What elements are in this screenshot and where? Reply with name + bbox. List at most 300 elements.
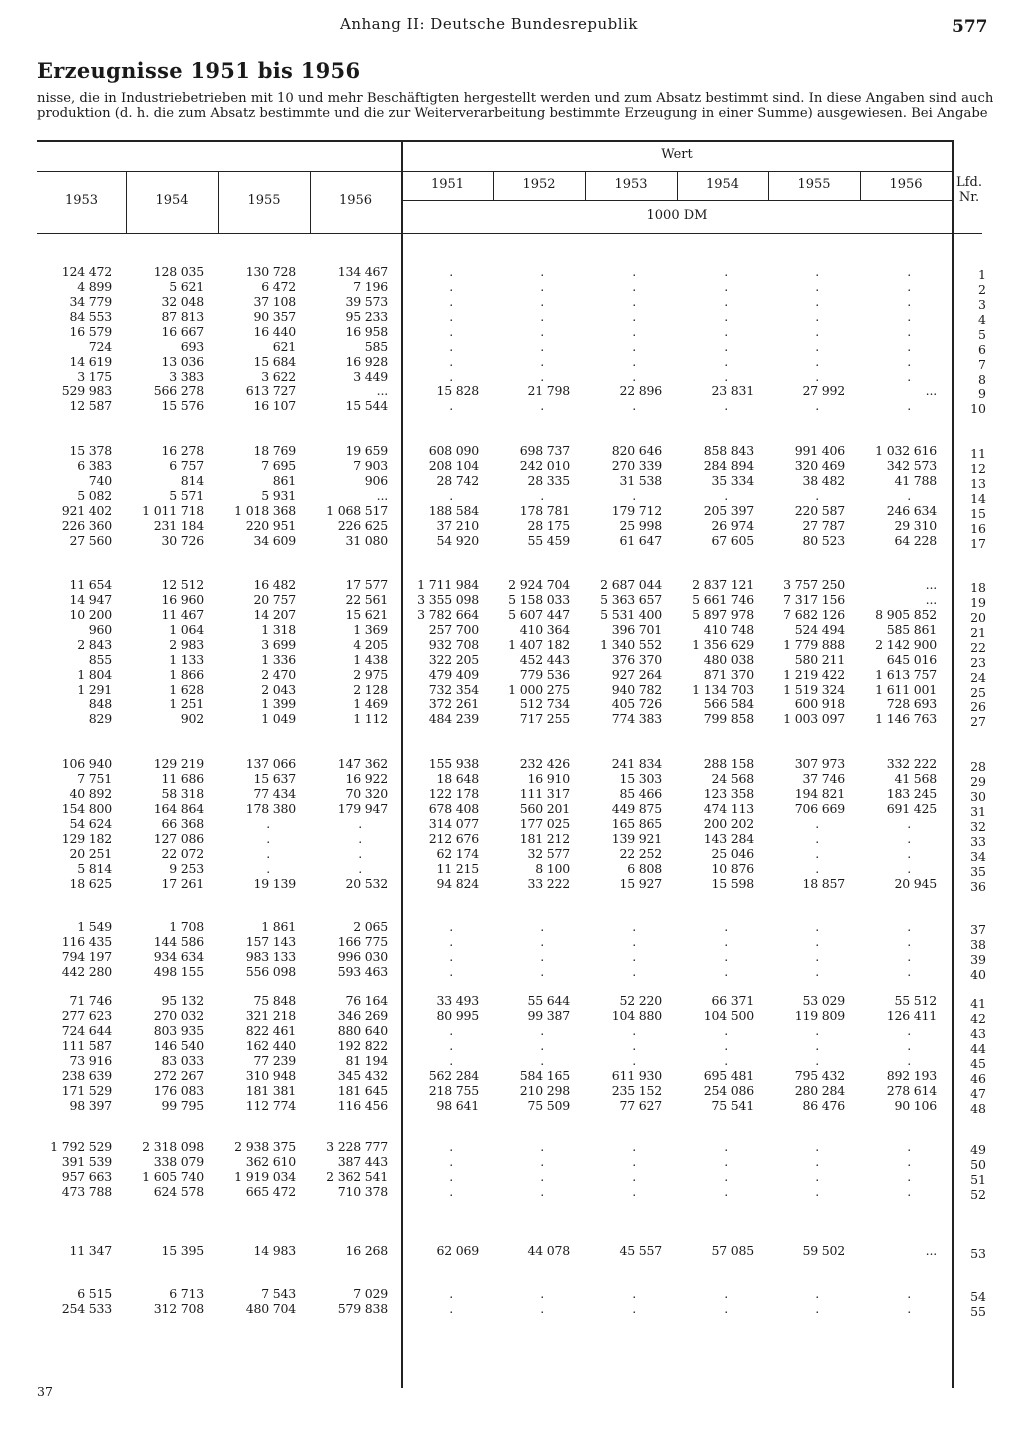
value-cell: 1 779 888 (783, 637, 845, 652)
value-cell: 1 407 182 (508, 637, 570, 652)
quantity-cell: 14 619 (69, 354, 112, 369)
value-cell: 90 106 (894, 1098, 937, 1113)
quantity-cell: 15 395 (161, 1243, 204, 1258)
value-cell: 38 482 (802, 473, 845, 488)
value-cell: . (724, 398, 728, 413)
value-cell: 320 469 (794, 458, 845, 473)
quantity-cell: 134 467 (337, 264, 388, 279)
quantity-cell: 310 948 (245, 1068, 296, 1083)
value-cell: 512 734 (519, 696, 570, 711)
value-cell: 774 383 (611, 711, 662, 726)
value-cell: . (540, 324, 544, 339)
value-cell: 28 742 (436, 473, 479, 488)
quantity-cell: 13 036 (161, 354, 204, 369)
value-cell: 566 584 (703, 696, 754, 711)
quantity-cell: 231 184 (153, 518, 204, 533)
value-cell: . (449, 294, 453, 309)
quantity-cell: 7 903 (353, 458, 388, 473)
value-cell: 396 701 (611, 622, 662, 637)
value-cell: 991 406 (794, 443, 845, 458)
quantity-cell: 621 (272, 339, 296, 354)
quantity-cell: 1 318 (261, 622, 296, 637)
value-cell: 22 252 (619, 846, 662, 861)
value-cell: 55 459 (527, 533, 570, 548)
quantity-cell: 179 947 (337, 801, 388, 816)
row-number: 1 (978, 267, 986, 282)
value-cell: 80 995 (436, 1008, 479, 1023)
value-cell: . (449, 919, 453, 934)
value-cell: . (540, 919, 544, 934)
value-cell: 322 205 (428, 652, 479, 667)
quantity-cell: 6 383 (77, 458, 112, 473)
value-cell: . (907, 934, 911, 949)
value-years-rule (402, 200, 952, 201)
quantity-cell: 95 132 (161, 993, 204, 1008)
quantity-cell: 254 533 (61, 1301, 112, 1316)
value-cell: 288 158 (703, 756, 754, 771)
value-cell: . (449, 324, 453, 339)
value-cell: . (907, 354, 911, 369)
value-cell: . (449, 488, 453, 503)
value-cell: . (724, 1023, 728, 1038)
value-cell: . (815, 816, 819, 831)
value-cell: 200 202 (703, 816, 754, 831)
row-number: 39 (970, 952, 986, 967)
quantity-cell: 529 983 (61, 383, 112, 398)
quantity-cell: 2 043 (261, 682, 296, 697)
value-cell: . (815, 1154, 819, 1169)
quantity-cell: 16 922 (345, 771, 388, 786)
quantity-cell: 17 577 (345, 577, 388, 592)
quantity-cell: 32 048 (161, 294, 204, 309)
quantity-cell: . (358, 861, 362, 876)
lfd-divider (952, 140, 954, 1388)
value-cell: 307 973 (794, 756, 845, 771)
quantity-cell: 75 848 (253, 993, 296, 1008)
value-cell: . (907, 369, 911, 384)
page-title: Erzeugnisse 1951 bis 1956 (37, 58, 361, 83)
quantity-cell: 58 318 (161, 786, 204, 801)
value-cell: . (724, 1301, 728, 1316)
quantity-cell: 5 571 (169, 488, 204, 503)
quantity-cell: 1 866 (169, 667, 204, 682)
quantity-cell: 124 472 (61, 264, 112, 279)
quantity-cell: 1 133 (169, 652, 204, 667)
quantity-cell: 272 267 (153, 1068, 204, 1083)
value-cell: . (724, 1053, 728, 1068)
quantity-cell: 77 239 (253, 1053, 296, 1068)
quantity-cell: 144 586 (153, 934, 204, 949)
quantity-cell: 724 644 (61, 1023, 112, 1038)
value-cell: 799 858 (703, 711, 754, 726)
quantity-cell: 16 579 (69, 324, 112, 339)
value-cell: . (449, 1184, 453, 1199)
value-cell: 449 875 (611, 801, 662, 816)
row-number: 9 (978, 386, 986, 401)
value-cell: . (449, 934, 453, 949)
quantity-cell: 2 975 (353, 667, 388, 682)
value-cell: 53 029 (802, 993, 845, 1008)
quantity-cell: 6 472 (261, 279, 296, 294)
quantity-cell: 593 463 (337, 964, 388, 979)
quantity-cell: 338 079 (153, 1154, 204, 1169)
value-cell: 57 085 (711, 1243, 754, 1258)
value-cell: . (907, 309, 911, 324)
value-cell: . (449, 309, 453, 324)
value-cell: 122 178 (428, 786, 479, 801)
quantity-cell: 11 347 (69, 1243, 112, 1258)
value-cell: 20 945 (894, 876, 937, 891)
quantity-cell: 740 (88, 473, 112, 488)
value-cell: 342 573 (886, 458, 937, 473)
row-number: 30 (970, 789, 986, 804)
value-cell: . (907, 949, 911, 964)
lfd-header: Lfd. Nr. (956, 175, 982, 205)
value-cell: . (907, 1053, 911, 1068)
value-cell: 1 134 703 (692, 682, 754, 697)
value-cell: . (724, 1154, 728, 1169)
row-number: 31 (970, 804, 986, 819)
quantity-cell: 7 751 (77, 771, 112, 786)
quantity-cell: 1 068 517 (326, 503, 388, 518)
quantity-cell: 81 194 (345, 1053, 388, 1068)
row-number: 51 (970, 1172, 986, 1187)
value-cell: . (449, 1169, 453, 1184)
quantity-cell: 1 861 (261, 919, 296, 934)
value-cell: 479 409 (428, 667, 479, 682)
quantity-cell: 3 699 (261, 637, 296, 652)
value-cell: 10 876 (711, 861, 754, 876)
value-cell: 560 201 (519, 801, 570, 816)
value-cell: 29 310 (894, 518, 937, 533)
value-cell: 205 397 (703, 503, 754, 518)
quantity-cell: 362 610 (245, 1154, 296, 1169)
quantity-cell: 39 573 (345, 294, 388, 309)
value-year-header: 1952 (522, 177, 556, 192)
value-cell: . (724, 1184, 728, 1199)
value-cell: 5 158 033 (508, 592, 570, 607)
value-cell: . (449, 949, 453, 964)
value-cell: . (632, 369, 636, 384)
row-number: 2 (978, 282, 986, 297)
value-group-header: Wert (661, 147, 693, 162)
value-cell: . (724, 1169, 728, 1184)
value-cell: . (815, 1301, 819, 1316)
row-number: 23 (970, 655, 986, 670)
value-cell: 5 607 447 (508, 607, 570, 622)
quantity-cell: 556 098 (245, 964, 296, 979)
value-cell: 858 843 (703, 443, 754, 458)
value-cell: . (815, 294, 819, 309)
quantity-cell: 312 708 (153, 1301, 204, 1316)
value-unit-header: 1000 DM (646, 208, 708, 223)
value-cell: 1 519 324 (783, 682, 845, 697)
quantity-cell: 192 822 (337, 1038, 388, 1053)
quantity-cell: 16 928 (345, 354, 388, 369)
quantity-cell: 1 291 (77, 682, 112, 697)
value-cell: 22 896 (619, 383, 662, 398)
value-cell: . (632, 1154, 636, 1169)
quantity-cell: 20 251 (69, 846, 112, 861)
row-number: 16 (970, 521, 986, 536)
value-cell: 706 669 (794, 801, 845, 816)
value-cell: . (724, 279, 728, 294)
value-cell: . (907, 1038, 911, 1053)
quantity-cell: 1 919 034 (234, 1169, 296, 1184)
quantity-cell: 5 621 (169, 279, 204, 294)
quantity-cell: 31 080 (345, 533, 388, 548)
row-number: 47 (970, 1086, 986, 1101)
value-cell: . (907, 1184, 911, 1199)
value-cell: 524 494 (794, 622, 845, 637)
value-cell: . (815, 354, 819, 369)
value-year-header: 1951 (430, 177, 465, 192)
quantity-cell: 1 336 (261, 652, 296, 667)
value-cell: 1 219 422 (783, 667, 845, 682)
quantity-cell: 1 064 (169, 622, 204, 637)
quantity-cell: 855 (88, 652, 112, 667)
value-cell: 2 687 044 (600, 577, 662, 592)
quantity-cell: 345 432 (337, 1068, 388, 1083)
row-number: 33 (970, 834, 986, 849)
value-cell: 178 781 (519, 503, 570, 518)
quantity-cell: 147 362 (337, 756, 388, 771)
value-cell: . (724, 1038, 728, 1053)
value-cell: . (632, 1038, 636, 1053)
value-cell: 25 046 (711, 846, 754, 861)
quantity-cell: 848 (88, 696, 112, 711)
quantity-cell: 387 443 (337, 1154, 388, 1169)
row-number: 36 (970, 879, 986, 894)
value-cell: 37 746 (802, 771, 845, 786)
value-cell: . (907, 264, 911, 279)
value-cell: 452 443 (519, 652, 570, 667)
quantity-cell: 16 958 (345, 324, 388, 339)
value-cell: . (724, 369, 728, 384)
quantity-cell: 480 704 (245, 1301, 296, 1316)
quantity-cell: 83 033 (161, 1053, 204, 1068)
quantity-cell: 822 461 (245, 1023, 296, 1038)
quantity-cell: 1 804 (77, 667, 112, 682)
value-cell: 62 069 (436, 1243, 479, 1258)
quantity-cell: 34 609 (253, 533, 296, 548)
value-cell: . (815, 846, 819, 861)
value-cell: 123 358 (703, 786, 754, 801)
quantity-cell: 18 769 (253, 443, 296, 458)
quantity-cell: 902 (180, 711, 204, 726)
value-cell: . (907, 488, 911, 503)
quantity-cell: 15 621 (345, 607, 388, 622)
quantity-cell: 99 795 (161, 1098, 204, 1113)
quantity-cell: . (266, 816, 270, 831)
value-cell: 314 077 (428, 816, 479, 831)
value-cell: . (907, 279, 911, 294)
quantity-cell: 7 029 (353, 1286, 388, 1301)
value-cell: 143 284 (703, 831, 754, 846)
value-cell: . (724, 339, 728, 354)
quantity-cell: 1 628 (169, 682, 204, 697)
value-cell: . (815, 934, 819, 949)
quantity-cell: 14 983 (253, 1243, 296, 1258)
value-cell: . (907, 846, 911, 861)
quantity-cell: 157 143 (245, 934, 296, 949)
value-cell: . (540, 309, 544, 324)
quantity-cell: 585 (364, 339, 388, 354)
value-cell: 25 998 (619, 518, 662, 533)
value-cell: . (540, 934, 544, 949)
value-cell: 698 737 (519, 443, 570, 458)
value-cell: . (815, 831, 819, 846)
value-cell: . (449, 354, 453, 369)
quantity-cell: 613 727 (245, 383, 296, 398)
value-cell: 41 568 (894, 771, 937, 786)
value-cell: 32 577 (527, 846, 570, 861)
value-cell: 1 000 275 (508, 682, 570, 697)
quantity-cell: 220 951 (245, 518, 296, 533)
value-cell: . (632, 919, 636, 934)
row-number: 21 (970, 625, 986, 640)
quantity-cell: 162 440 (245, 1038, 296, 1053)
row-number: 55 (970, 1304, 986, 1319)
quantity-cell: 1 605 740 (142, 1169, 204, 1184)
row-number: 20 (970, 610, 986, 625)
value-cell: . (815, 309, 819, 324)
value-cell: 6 808 (627, 861, 662, 876)
quantity-cell: 5 931 (261, 488, 296, 503)
value-cell: . (540, 264, 544, 279)
quantity-cell: 579 838 (337, 1301, 388, 1316)
value-cell: 608 090 (428, 443, 479, 458)
value-cell: 212 676 (428, 831, 479, 846)
value-cell: . (449, 1023, 453, 1038)
quantity-cell: ... (376, 488, 388, 503)
value-cell: 15 598 (711, 876, 754, 891)
quantity-cell: 934 634 (153, 949, 204, 964)
quantity-cell: 22 561 (345, 592, 388, 607)
quantity-cell: 498 155 (153, 964, 204, 979)
quantity-cell: 129 182 (61, 831, 112, 846)
row-number: 13 (970, 476, 986, 491)
value-cell: . (632, 1023, 636, 1038)
value-cell: 52 220 (619, 993, 662, 1008)
value-cell: . (907, 294, 911, 309)
value-cell: . (815, 324, 819, 339)
quantity-cell: 3 449 (353, 369, 388, 384)
quantity-cell: 16 960 (161, 592, 204, 607)
value-cell: 562 284 (428, 1068, 479, 1083)
value-cell: 18 857 (802, 876, 845, 891)
value-cell: 37 210 (436, 518, 479, 533)
row-number: 34 (970, 849, 986, 864)
quantity-cell: 164 864 (153, 801, 204, 816)
value-cell: 31 538 (619, 473, 662, 488)
value-cell: 691 425 (886, 801, 937, 816)
value-cell: . (540, 1301, 544, 1316)
row-number: 22 (970, 640, 986, 655)
quantity-cell: 1 112 (353, 711, 388, 726)
quantity-cell: 226 360 (61, 518, 112, 533)
quantity-cell: 15 378 (69, 443, 112, 458)
value-cell: 410 364 (519, 622, 570, 637)
value-cell: . (907, 1023, 911, 1038)
value-cell: 126 411 (886, 1008, 937, 1023)
quantity-cell: 34 779 (69, 294, 112, 309)
value-cell: 119 809 (794, 1008, 845, 1023)
quantity-cell: 1 399 (261, 696, 296, 711)
value-cell: 611 930 (611, 1068, 662, 1083)
value-cell: . (907, 1301, 911, 1316)
quantity-cell: . (266, 846, 270, 861)
value-cell: . (632, 398, 636, 413)
quantity-cell: 15 544 (345, 398, 388, 413)
quantity-cell: 171 529 (61, 1083, 112, 1098)
value-cell: . (632, 339, 636, 354)
value-cell: . (907, 1169, 911, 1184)
quantity-cell: 40 892 (69, 786, 112, 801)
value-cell: ... (925, 383, 937, 398)
quantity-cell: . (266, 861, 270, 876)
quantity-cell: 129 219 (153, 756, 204, 771)
value-cell: . (724, 919, 728, 934)
value-cell: . (449, 1154, 453, 1169)
value-cell: 1 146 763 (875, 711, 937, 726)
value-cell: 732 354 (428, 682, 479, 697)
row-number: 6 (978, 342, 986, 357)
value-cell: . (540, 369, 544, 384)
value-cell: 67 605 (711, 533, 754, 548)
quantity-cell: 12 587 (69, 398, 112, 413)
value-cell: 284 894 (703, 458, 754, 473)
value-cell: 220 587 (794, 503, 845, 518)
value-cell: 405 726 (611, 696, 662, 711)
value-cell: 1 613 757 (875, 667, 937, 682)
value-cell: 580 211 (794, 652, 845, 667)
value-cell: 66 371 (711, 993, 754, 1008)
value-cell: . (724, 488, 728, 503)
row-number: 4 (978, 312, 986, 327)
quantity-cell: 665 472 (245, 1184, 296, 1199)
value-cell: 2 837 121 (692, 577, 754, 592)
quantity-cell: 27 560 (69, 533, 112, 548)
quantity-cell: 442 280 (61, 964, 112, 979)
value-cell: ... (925, 1243, 937, 1258)
value-cell: . (815, 279, 819, 294)
value-cell: . (540, 1038, 544, 1053)
row-number: 46 (970, 1071, 986, 1086)
value-cell: 44 078 (527, 1243, 570, 1258)
value-cell: 2 142 900 (875, 637, 937, 652)
value-cell: 177 025 (519, 816, 570, 831)
quantity-cell: 921 402 (61, 503, 112, 518)
intro-text (37, 91, 993, 121)
value-cell: . (724, 309, 728, 324)
value-cell: ... (925, 577, 937, 592)
value-cell: 33 493 (436, 993, 479, 1008)
value-cell: ... (925, 592, 937, 607)
quantity-cell: 2 318 098 (142, 1139, 204, 1154)
value-cell: . (907, 831, 911, 846)
row-number: 29 (970, 774, 986, 789)
quantity-cell: 137 066 (245, 756, 296, 771)
quantity-cell: 20 532 (345, 876, 388, 891)
value-cell: 28 175 (527, 518, 570, 533)
value-cell: . (632, 1139, 636, 1154)
row-number: 5 (978, 327, 986, 342)
row-number: 37 (970, 922, 986, 937)
quantity-cell: 15 684 (253, 354, 296, 369)
quantity-cell: 16 278 (161, 443, 204, 458)
value-cell: . (815, 398, 819, 413)
